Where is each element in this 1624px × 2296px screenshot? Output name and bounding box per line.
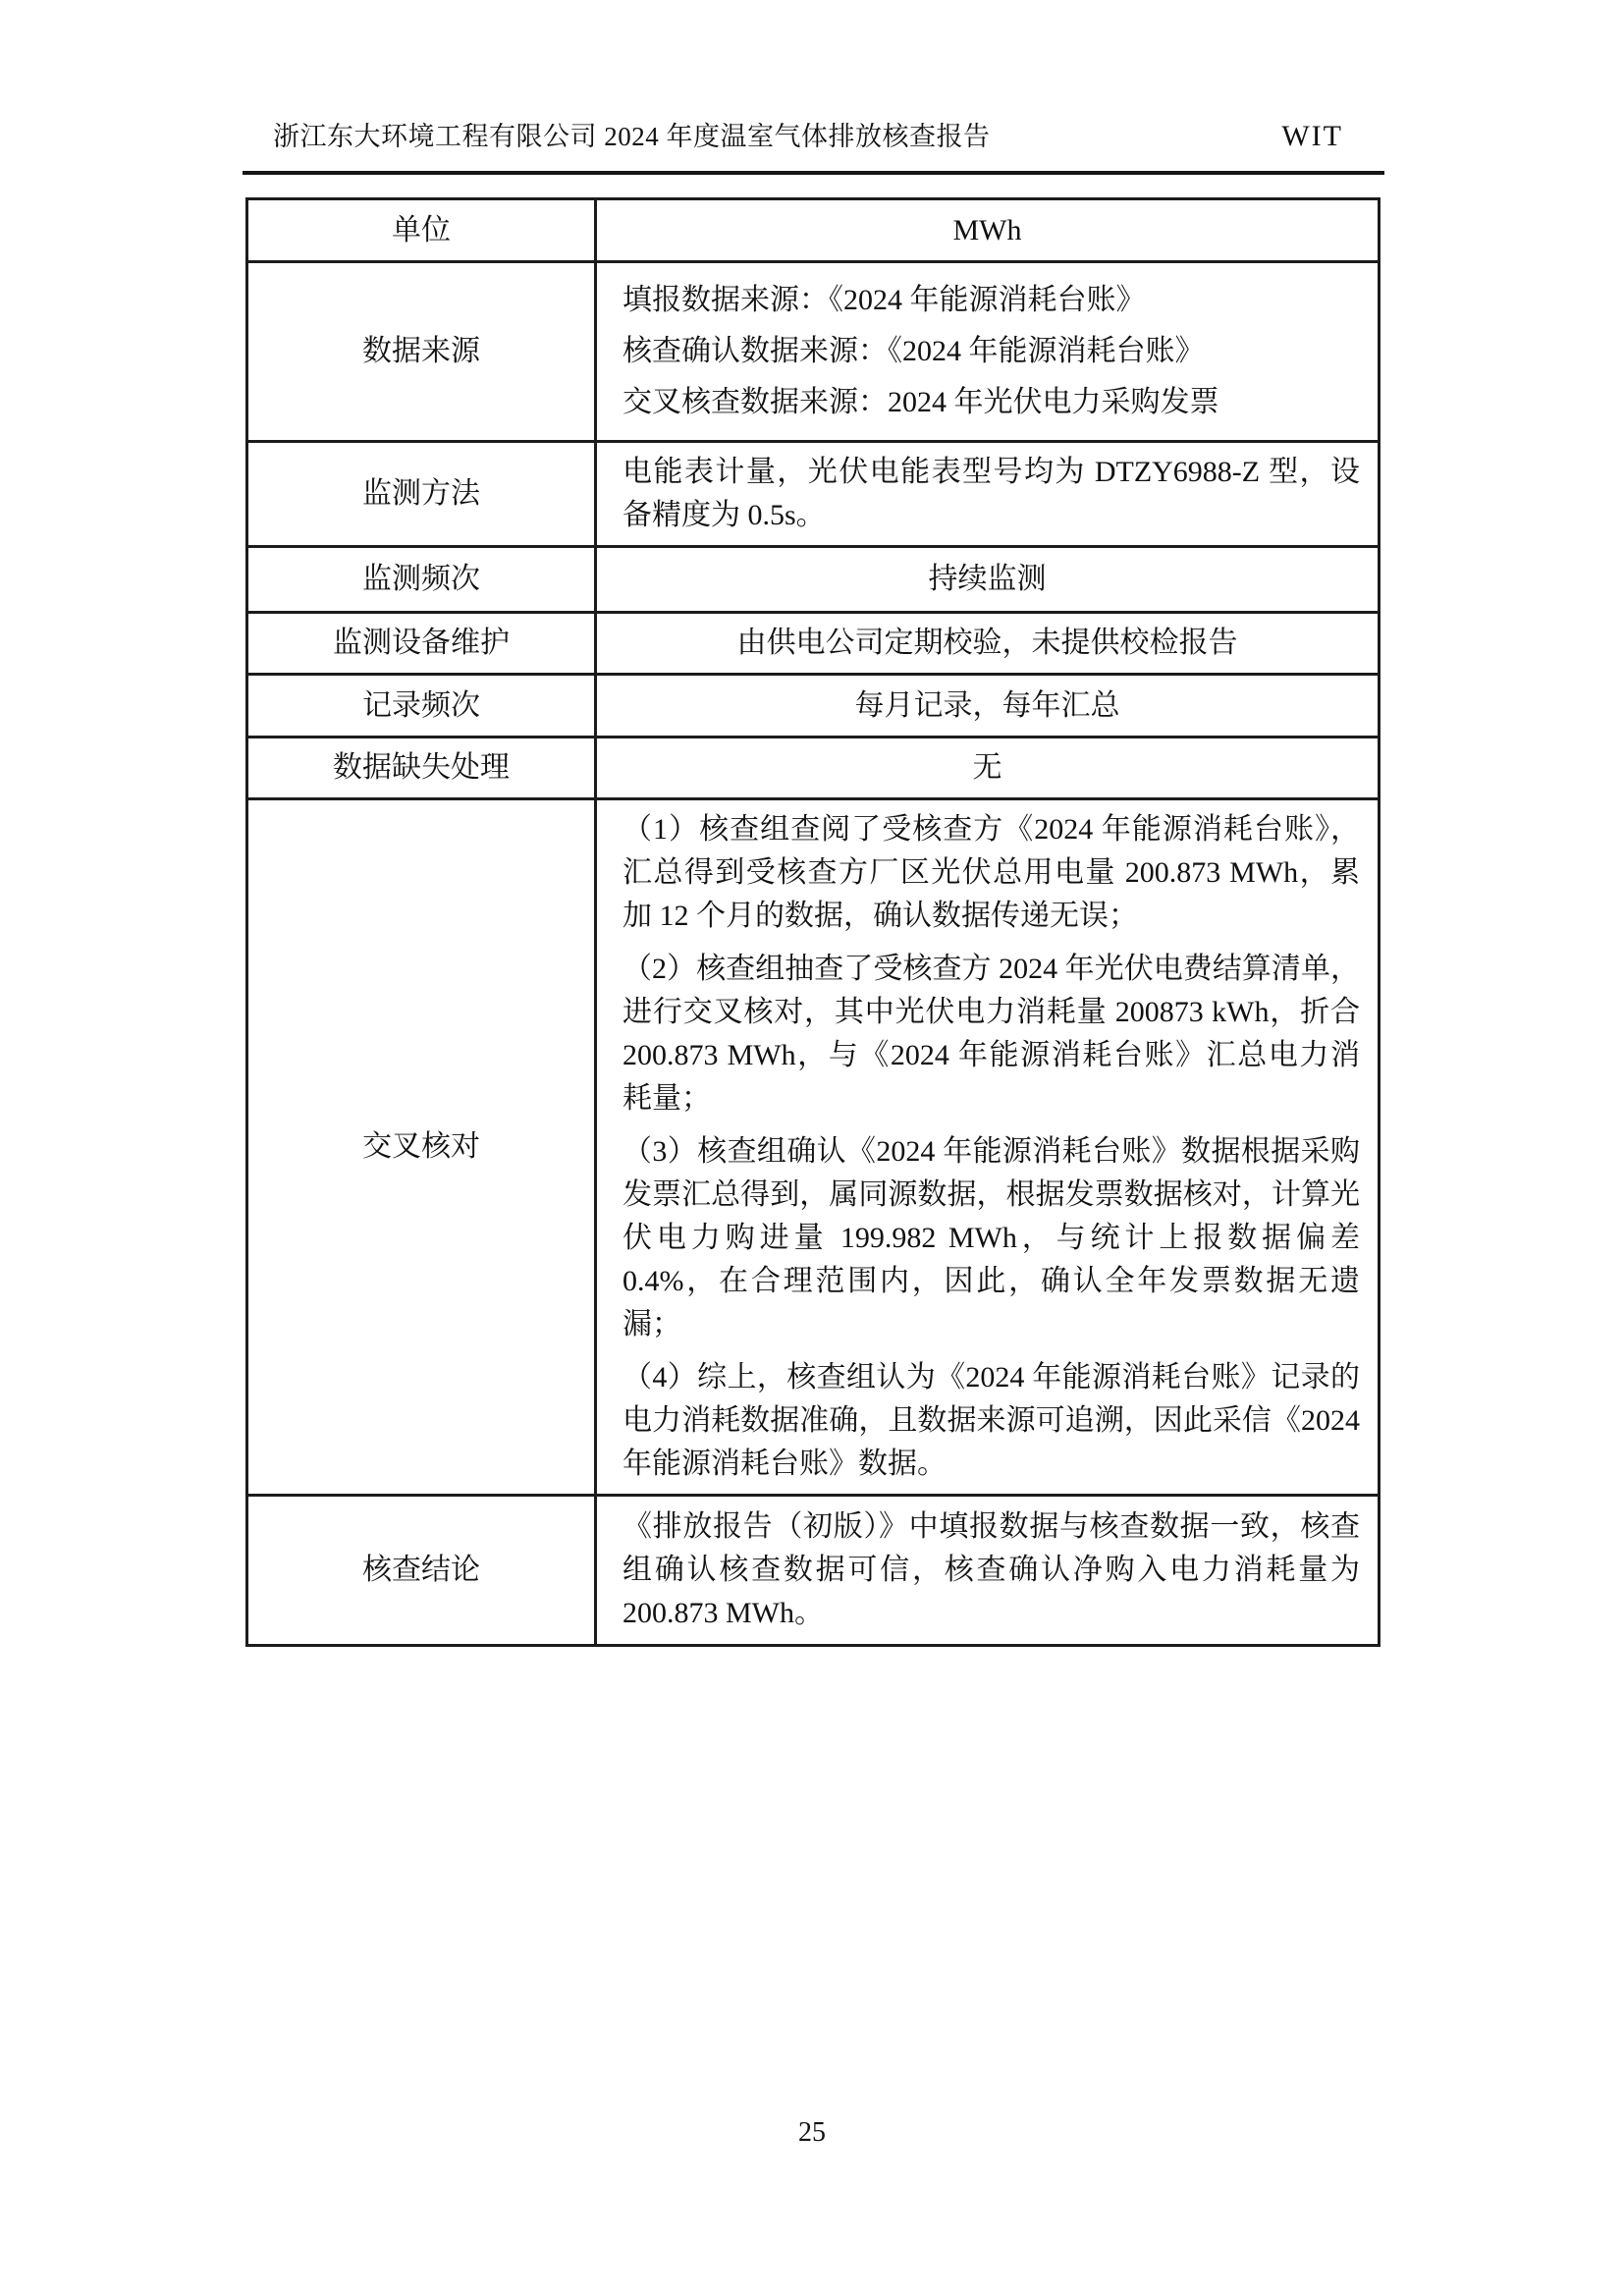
cross-check-paragraph: （1）核查组查阅了受核查方《2024 年能源消耗台账》，汇总得到受核查方厂区光伏总用电量 200.873 MWh，累加 12 个月的数据，确认数据传递无误； bbox=[623, 813, 1360, 932]
row-label-monitoring-method: 监测方法 bbox=[247, 442, 596, 547]
data-source-line: 核查确认数据来源：《2024 年能源消耗台账》 bbox=[623, 335, 1205, 367]
row-value-conclusion: 《排放报告（初版）》中填报数据与核查数据一致，核查组确认核查数据可信，核查确认净购入电力消耗量为 200.873 MWh。 bbox=[596, 1496, 1380, 1646]
header-logo-text: WIT bbox=[1281, 120, 1343, 152]
page-header bbox=[245, 120, 1384, 153]
cross-check-paragraph: （3）核查组确认《2024 年能源消耗台账》数据根据采购发票汇总得到，属同源数据，根据发票数据核对，计算光伏电力购进量 199.982 MWh，与统计上报数据偏差 0.4%，在合理范围内，因此，确认全年发票数据无遗漏； bbox=[623, 1135, 1360, 1340]
row-value-unit: MWh bbox=[596, 199, 1380, 262]
row-label-monitoring-frequency: 监测频次 bbox=[247, 547, 596, 613]
row-value-monitoring-method: 电能表计量，光伏电能表型号均为 DTZY6988-Z 型，设备精度为 0.5s。 bbox=[596, 442, 1380, 547]
header-divider bbox=[243, 171, 1384, 175]
data-source-line: 填报数据来源：《2024 年能源消耗台账》 bbox=[623, 284, 1146, 316]
table-row-missing-data bbox=[247, 738, 1380, 799]
table-row-equipment-maintenance bbox=[247, 613, 1380, 675]
row-label-recording-frequency: 记录频次 bbox=[247, 675, 596, 738]
row-label-cross-check: 交叉核对 bbox=[247, 799, 596, 1496]
table-row-cross-check bbox=[247, 799, 1380, 1496]
row-label-conclusion: 核查结论 bbox=[247, 1496, 596, 1646]
row-value-data-source bbox=[596, 262, 1380, 442]
cross-check-paragraph: （4）综上，核查组认为《2024 年能源消耗台账》记录的电力消耗数据准确，且数据来源可追溯，因此采信《2024 年能源消耗台账》数据。 bbox=[623, 1361, 1360, 1480]
row-value-recording-frequency: 每月记录，每年汇总 bbox=[596, 675, 1380, 738]
row-label-data-source: 数据来源 bbox=[247, 262, 596, 442]
table-row-monitoring-method bbox=[247, 442, 1380, 547]
data-source-line: 交叉核查数据来源：2024 年光伏电力采购发票 bbox=[623, 386, 1219, 418]
cross-check-paragraph: （2）核查组抽查了受核查方 2024 年光伏电费结算清单，进行交叉核对，其中光伏电力消耗量 200873 kWh，折合 200.873 MWh，与《2024 年能源消耗台账》汇总电力消耗量； bbox=[623, 953, 1360, 1115]
row-value-monitoring-frequency: 持续监测 bbox=[596, 547, 1380, 613]
page-number: 25 bbox=[798, 2117, 826, 2148]
row-value-equipment-maintenance: 由供电公司定期校验，未提供校检报告 bbox=[596, 613, 1380, 675]
table-row-data-source bbox=[247, 262, 1380, 442]
row-label-missing-data: 数据缺失处理 bbox=[247, 738, 596, 799]
row-value-cross-check bbox=[596, 799, 1380, 1496]
table-row-recording-frequency bbox=[247, 675, 1380, 738]
row-label-equipment-maintenance: 监测设备维护 bbox=[247, 613, 596, 675]
table-row-conclusion bbox=[247, 1496, 1380, 1646]
row-label-unit: 单位 bbox=[247, 199, 596, 262]
table-row-unit bbox=[247, 199, 1380, 262]
row-value-missing-data: 无 bbox=[596, 738, 1380, 799]
verification-table bbox=[245, 197, 1380, 1647]
header-title: 浙江东大环境工程有限公司 2024 年度温室气体排放核查报告 bbox=[273, 122, 991, 151]
table-row-monitoring-frequency bbox=[247, 547, 1380, 613]
